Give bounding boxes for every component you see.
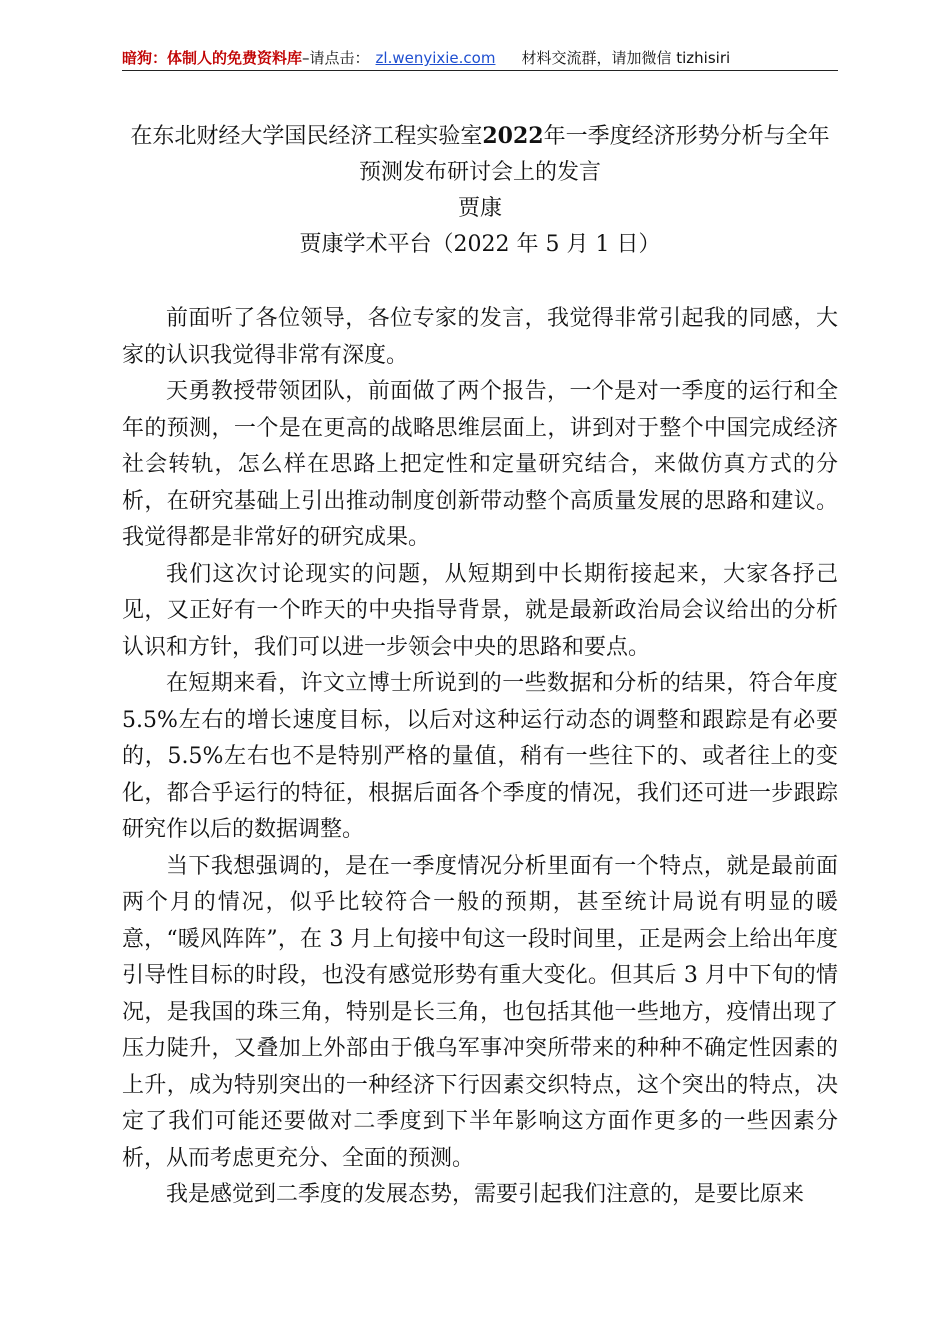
- header-brand: 暗狗：体制人的免费资料库: [122, 49, 303, 67]
- title-year: 2022: [482, 123, 544, 149]
- author: 贾康: [457, 196, 502, 221]
- page-header: [122, 46, 838, 70]
- header-divider: [122, 70, 838, 71]
- header-prompt: –请点击：: [302, 49, 370, 67]
- header-contact: 材料交流群，请加微信 tizhisiri: [521, 49, 731, 67]
- source-date: 贾康学术平台（2022 年 5 月 1 日）: [299, 232, 661, 257]
- document-body: [122, 301, 838, 1214]
- title-line-1: [122, 118, 838, 155]
- paragraph: 前面听了各位领导，各位专家的发言，我觉得非常引起我的同感，大家的认识我觉得非常有深度。: [122, 306, 838, 368]
- title-line-2: 预测发布研讨会上的发言: [358, 160, 601, 185]
- title-line1-prefix: 在东北财经大学国民经济工程实验室: [130, 124, 483, 149]
- paragraph: 在短期来看，许文立博士所说到的一些数据和分析的结果，符合年度 5.5%左右的增长速度目标，以后对这种运行动态的调整和跟踪是有必要的，5.5%左右也不是特别严格的量值，稍有一些往下的、或者往上的变化，都合乎运行的特征，根据后面各个季度的情况，我们还可进一步跟踪研究作以后的数据调整。: [122, 671, 838, 842]
- title-line1-suffix: 年一季度经济形势分析与全年: [543, 124, 830, 149]
- paragraph: 我是感觉到二季度的发展态势，需要引起我们注意的，是要比原来: [166, 1182, 805, 1207]
- paragraph: 天勇教授带领团队，前面做了两个报告，一个是对一季度的运行和全年的预测，一个是在更高的战略思维层面上，讲到对于整个中国完成经济社会转轨，怎么样在思路上把定性和定量研究结合，来做仿真方式的分析，在研究基础上引出推动制度创新带动整个高质量发展的思路和建议。我觉得都是非常好的研究成果。: [122, 379, 838, 550]
- header-link[interactable]: zl.wenyixie.com: [375, 49, 496, 67]
- paragraph: 当下我想强调的，是在一季度情况分析里面有一个特点，就是最前面两个月的情况，似乎比较符合一般的预期，甚至统计局说有明显的暖意，“暖风阵阵”，在 3 月上旬接中旬这一段时间里，正是两会上给出年度引导性目标的时段，也没有感觉形势有重大变化。但其后 3 月中下旬的情况，是我国的珠三角，特别是长三角，也包括其他一些地方，疫情出现了压力陡升，又叠加上外部由于俄乌军事冲突所带来的种种不确定性因素的上升，成为特别突出的一种经济下行因素交织特点，这个突出的特点，决定了我们可能还要做对二季度到下半年影响这方面作更多的一些因素分析，从而考虑更充分、全面的预测。: [122, 853, 838, 1171]
- paragraph: 我们这次讨论现实的问题，从短期到中长期衔接起来，大家各抒己见，又正好有一个昨天的中央指导背景，就是最新政治局会议给出的分析认识和方针，我们可以进一步领会中央的思路和要点。: [122, 561, 838, 660]
- document-title-block: [122, 118, 838, 263]
